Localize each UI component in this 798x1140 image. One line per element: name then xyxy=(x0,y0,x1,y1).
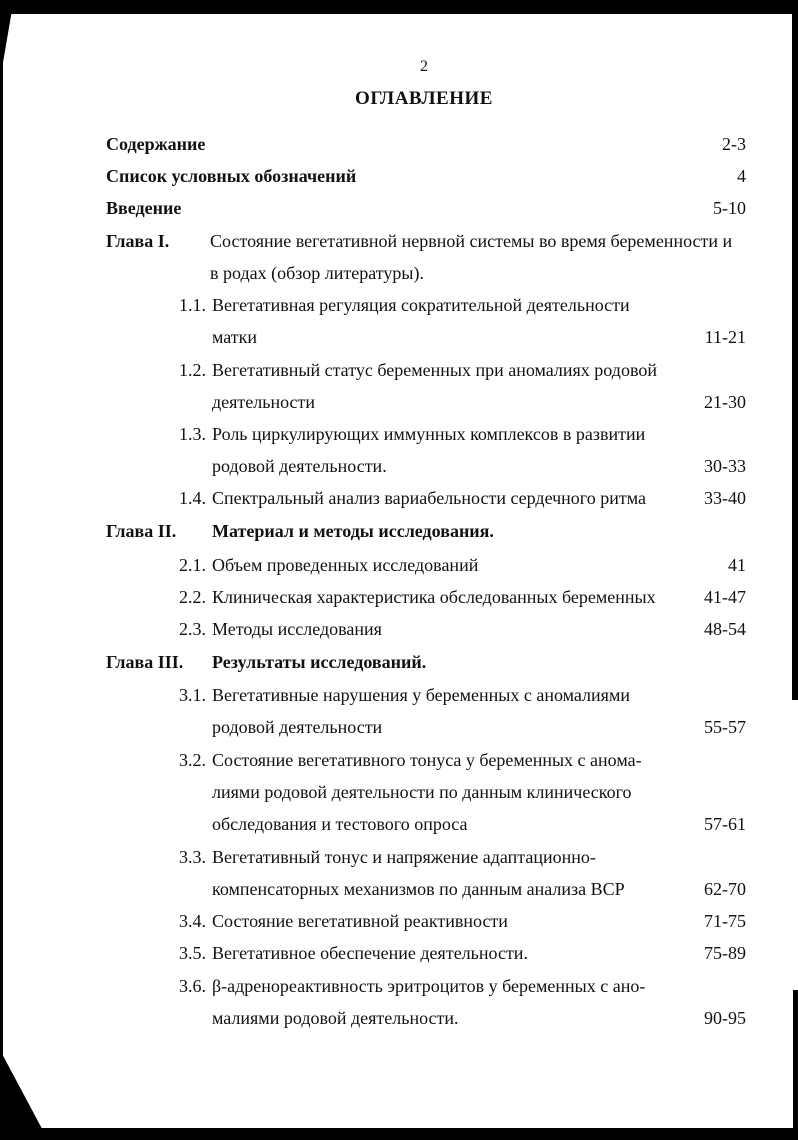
section-number: 3.4. xyxy=(179,911,206,931)
chapter-title: Результаты исследований. xyxy=(212,652,427,672)
section-pages: 30-33 xyxy=(704,456,746,476)
scan-edge-bottom-left xyxy=(0,1050,48,1140)
scan-edge-top xyxy=(0,0,798,14)
toc-entry-pages: 5-10 xyxy=(713,198,746,218)
section-pages: 21-30 xyxy=(704,392,746,412)
toc-entry-pages: 4 xyxy=(737,166,746,186)
section-title-line: Состояние вегетативного тонуса у беременных с анома- xyxy=(212,750,642,770)
section-pages: 90-95 xyxy=(704,1008,746,1028)
section-number: 1.4. xyxy=(179,488,206,508)
section-title-line: Методы исследования xyxy=(212,619,382,639)
section-title-line: Роль циркулирующих иммунных комплексов в развитии xyxy=(212,424,646,444)
section-number: 2.2. xyxy=(179,587,206,607)
page-title: ОГЛАВЛЕНИЕ xyxy=(355,88,493,109)
section-number: 1.3. xyxy=(179,424,206,444)
section-title-line: Вегетативный тонус и напряжение адаптационно- xyxy=(212,847,596,867)
chapter-title: Материал и методы исследования. xyxy=(212,521,494,541)
section-pages: 41 xyxy=(728,555,746,575)
section-pages: 11-21 xyxy=(704,327,746,347)
toc-entry-pages: 2-3 xyxy=(722,134,746,154)
toc-entry-label: Введение xyxy=(106,198,182,218)
chapter-label: Глава III. xyxy=(106,652,184,672)
section-number: 3.2. xyxy=(179,750,206,770)
chapter-title-line: в родах (обзор литературы). xyxy=(210,263,424,283)
section-pages: 57-61 xyxy=(704,814,746,834)
section-title-line: Вегетативное обеспечение деятельности. xyxy=(212,943,528,963)
section-title-line: Состояние вегетативной реактивности xyxy=(212,911,508,931)
section-number: 3.1. xyxy=(179,685,206,705)
section-pages: 48-54 xyxy=(704,619,746,639)
section-pages: 71-75 xyxy=(704,911,746,931)
section-title-line: обследования и тестового опроса xyxy=(212,814,468,834)
scan-edge-right-bottom xyxy=(793,990,798,1140)
section-title-line: матки xyxy=(212,327,258,347)
section-number: 3.3. xyxy=(179,847,206,867)
chapter-label: Глава II. xyxy=(106,521,177,541)
section-pages: 41-47 xyxy=(704,587,746,607)
chapter-label: Глава I. xyxy=(106,231,170,251)
scan-edge-bottom xyxy=(0,1128,798,1140)
page-number: 2 xyxy=(420,58,428,75)
section-title-line: лиями родовой деятельности по данным клинического xyxy=(212,782,632,802)
section-title-line: Вегетативная регуляция сократительной деятельности xyxy=(212,295,630,315)
section-pages: 55-57 xyxy=(704,717,746,737)
section-title-line: Вегетативные нарушения у беременных с аномалиями xyxy=(212,685,630,705)
section-number: 2.1. xyxy=(179,555,206,575)
section-title-line: Спектральный анализ вариабельности сердечного ритма xyxy=(212,488,646,508)
section-number: 2.3. xyxy=(179,619,206,639)
section-title-line: малиями родовой деятельности. xyxy=(212,1008,459,1028)
section-title-line: родовой деятельности. xyxy=(212,456,387,476)
chapter-title-line: Состояние вегетативной нервной системы во время беременности и xyxy=(210,231,733,251)
section-pages: 33-40 xyxy=(704,488,746,508)
section-pages: 62-70 xyxy=(704,879,746,899)
section-title-line: Вегетативный статус беременных при аномалиях родовой xyxy=(212,360,657,380)
section-title-line: деятельности xyxy=(212,392,316,412)
scan-edge-left xyxy=(0,0,3,1140)
section-number: 1.1. xyxy=(179,295,206,315)
section-title-line: родовой деятельности xyxy=(212,717,383,737)
toc-entry-label: Содержание xyxy=(106,134,206,154)
section-number: 3.5. xyxy=(179,943,206,963)
section-title-line: β-адренореактивность эритроцитов у беременных с ано- xyxy=(212,976,646,996)
toc-entry-label: Список условных обозначений xyxy=(106,166,357,186)
section-title-line: Объем проведенных исследований xyxy=(212,555,479,575)
section-number: 1.2. xyxy=(179,360,206,380)
section-title-line: Клиническая характеристика обследованных беременных xyxy=(212,587,656,607)
section-pages: 75-89 xyxy=(704,943,746,963)
section-number: 3.6. xyxy=(179,976,206,996)
section-title-line: компенсаторных механизмов по данным анализа ВСР xyxy=(212,879,625,899)
